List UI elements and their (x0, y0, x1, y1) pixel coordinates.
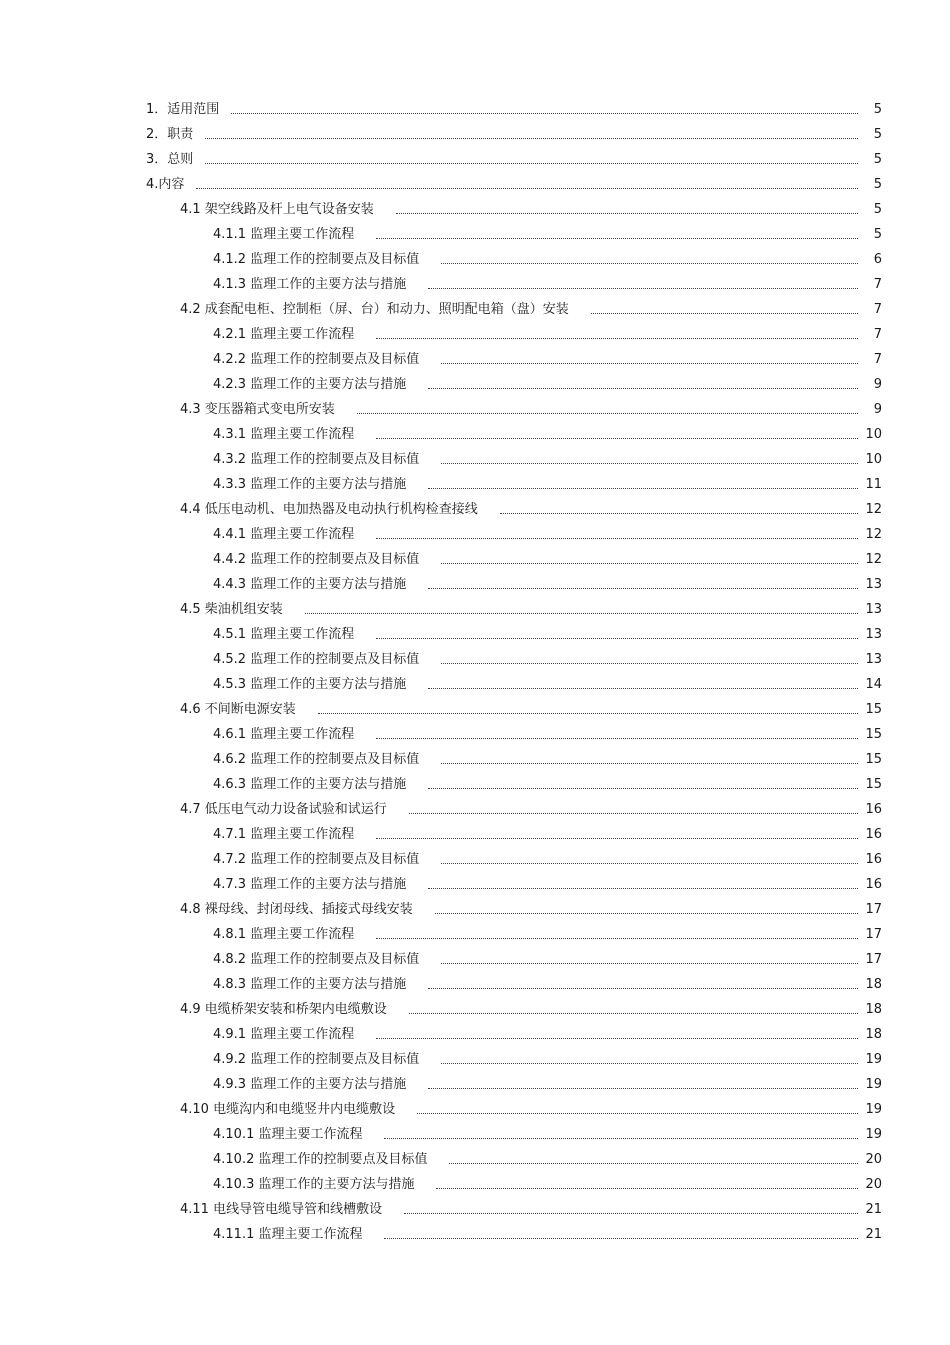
toc-entry[interactable] (0, 693, 882, 718)
toc-entry-title: 4.3.2 监理工作的控制要点及目标值 (213, 452, 420, 467)
toc-dot-leader (396, 213, 858, 214)
toc-entry[interactable] (0, 868, 882, 893)
toc-page-number: 14 (865, 677, 882, 692)
toc-page-number: 19 (865, 1077, 882, 1092)
toc-dot-leader (441, 763, 858, 764)
toc-entry[interactable] (0, 193, 882, 218)
toc-page-number: 9 (873, 377, 882, 392)
toc-entry[interactable] (0, 718, 882, 743)
toc-page-number: 12 (865, 502, 882, 517)
toc-entry[interactable] (0, 1068, 882, 1093)
toc-entry[interactable] (0, 893, 882, 918)
toc-entry-title: 4.4.2 监理工作的控制要点及目标值 (213, 552, 420, 567)
toc-page-number: 16 (865, 827, 882, 842)
toc-page-number: 16 (865, 877, 882, 892)
toc-page-number: 18 (865, 1002, 882, 1017)
toc-entry-title: 4.2.2 监理工作的控制要点及目标值 (213, 352, 420, 367)
toc-dot-leader (384, 1238, 858, 1239)
toc-entry-title: 4.内容 (146, 177, 185, 192)
toc-page-number: 5 (873, 202, 882, 217)
toc-entry-title: 4.8.1 监理主要工作流程 (213, 927, 355, 942)
toc-dot-leader (500, 513, 858, 514)
toc-dot-leader (231, 113, 858, 114)
toc-dot-leader (428, 788, 858, 789)
toc-entry-title: 1．适用范围 (146, 102, 220, 117)
toc-page-number: 21 (865, 1202, 882, 1217)
toc-entry[interactable] (0, 143, 882, 168)
toc-dot-leader (428, 1088, 858, 1089)
toc-page-number: 5 (873, 102, 882, 117)
toc-page-number: 9 (873, 402, 882, 417)
toc-dot-leader (376, 538, 858, 539)
toc-entry[interactable] (0, 93, 882, 118)
toc-page-number: 5 (873, 177, 882, 192)
toc-page-number: 13 (865, 602, 882, 617)
toc-dot-leader (376, 738, 858, 739)
toc-page-number: 15 (865, 702, 882, 717)
toc-entry[interactable] (0, 993, 882, 1018)
toc-entry[interactable] (0, 1168, 882, 1193)
toc-entry[interactable] (0, 468, 882, 493)
toc-dot-leader (441, 663, 858, 664)
toc-page-number: 15 (865, 727, 882, 742)
toc-page-number: 12 (865, 552, 882, 567)
toc-page-number: 19 (865, 1127, 882, 1142)
toc-dot-leader (376, 338, 858, 339)
toc-dot-leader (357, 413, 858, 414)
toc-dot-leader (409, 813, 858, 814)
toc-page-number: 7 (873, 302, 882, 317)
toc-entry-title: 4.10.1 监理主要工作流程 (213, 1127, 363, 1142)
toc-entry[interactable] (0, 943, 882, 968)
toc-entry[interactable] (0, 818, 882, 843)
toc-entry[interactable] (0, 293, 882, 318)
toc-entry[interactable] (0, 368, 882, 393)
toc-page-number: 5 (873, 227, 882, 242)
toc-dot-leader (305, 613, 858, 614)
toc-dot-leader (376, 1038, 858, 1039)
toc-entry[interactable] (0, 543, 882, 568)
toc-dot-leader (376, 238, 858, 239)
toc-entry-title: 4.2 成套配电柜、控制柜（屏、台）和动力、照明配电箱（盘）安装 (180, 302, 569, 317)
toc-dot-leader (591, 313, 858, 314)
toc-entry[interactable] (0, 643, 882, 668)
toc-entry-title: 4.10.3 监理工作的主要方法与措施 (213, 1177, 415, 1192)
toc-dot-leader (376, 438, 858, 439)
toc-entry-title: 4.11.1 监理主要工作流程 (213, 1227, 363, 1242)
toc-entry-title: 4.9.3 监理工作的主要方法与措施 (213, 1077, 407, 1092)
toc-entry-title: 4.7 低压电气动力设备试验和试运行 (180, 802, 387, 817)
toc-dot-leader (404, 1213, 858, 1214)
toc-entry-title: 4.3.3 监理工作的主要方法与措施 (213, 477, 407, 492)
toc-page-number: 18 (865, 1027, 882, 1042)
toc-entry[interactable] (0, 568, 882, 593)
toc-page-number: 17 (865, 927, 882, 942)
toc-entry[interactable] (0, 318, 882, 343)
toc-page-number: 12 (865, 527, 882, 542)
toc-entry[interactable] (0, 1218, 882, 1243)
toc-entry[interactable] (0, 1018, 882, 1043)
toc-page-number: 5 (873, 152, 882, 167)
toc-page-number: 10 (865, 427, 882, 442)
toc-page-number: 13 (865, 577, 882, 592)
toc-entry[interactable] (0, 518, 882, 543)
toc-entry-title: 4.5.3 监理工作的主要方法与措施 (213, 677, 407, 692)
toc-dot-leader (205, 163, 858, 164)
toc-dot-leader (428, 988, 858, 989)
toc-entry-title: 4.6.3 监理工作的主要方法与措施 (213, 777, 407, 792)
toc-dot-leader (384, 1138, 858, 1139)
toc-page-number: 21 (865, 1227, 882, 1242)
toc-entry-title: 4.9.1 监理主要工作流程 (213, 1027, 355, 1042)
toc-entry[interactable] (0, 218, 882, 243)
toc-entry-title: 4.4.1 监理主要工作流程 (213, 527, 355, 542)
toc-dot-leader (428, 588, 858, 589)
toc-entry-title: 4.5 柴油机组安装 (180, 602, 283, 617)
toc-entry-title: 4.6.1 监理主要工作流程 (213, 727, 355, 742)
toc-entry-title: 4.3 变压器箱式变电所安装 (180, 402, 335, 417)
toc-dot-leader (409, 1013, 858, 1014)
toc-page-number: 5 (873, 127, 882, 142)
toc-entry[interactable] (0, 618, 882, 643)
toc-page-number: 20 (865, 1177, 882, 1192)
toc-dot-leader (435, 913, 858, 914)
toc-page-number: 13 (865, 652, 882, 667)
toc-entry[interactable] (0, 668, 882, 693)
toc-page-number: 19 (865, 1052, 882, 1067)
toc-entry[interactable] (0, 243, 882, 268)
toc-entry-title: 4.1.2 监理工作的控制要点及目标值 (213, 252, 420, 267)
toc-dot-leader (376, 938, 858, 939)
toc-page-number: 18 (865, 977, 882, 992)
toc-page-number: 7 (873, 327, 882, 342)
toc-entry[interactable] (0, 1043, 882, 1068)
toc-page-number: 7 (873, 352, 882, 367)
toc-dot-leader (441, 863, 858, 864)
toc-entry-title: 4.6 不间断电源安装 (180, 702, 296, 717)
toc-entry[interactable] (0, 843, 882, 868)
toc-page-number: 11 (865, 477, 882, 492)
toc-entry[interactable] (0, 393, 882, 418)
toc-entry-title: 3．总则 (146, 152, 194, 167)
toc-entry-title: 4.9 电缆桥架安装和桥架内电缆敷设 (180, 1002, 387, 1017)
toc-dot-leader (417, 1113, 858, 1114)
toc-entry-title: 4.2.1 监理主要工作流程 (213, 327, 355, 342)
toc-entry[interactable] (0, 443, 882, 468)
toc-entry[interactable] (0, 118, 882, 143)
toc-dot-leader (428, 488, 858, 489)
toc-page-number: 15 (865, 777, 882, 792)
toc-entry-title: 4.5.2 监理工作的控制要点及目标值 (213, 652, 420, 667)
toc-entry[interactable] (0, 268, 882, 293)
toc-dot-leader (428, 888, 858, 889)
toc-dot-leader (449, 1163, 858, 1164)
toc-dot-leader (196, 188, 858, 189)
toc-entry[interactable] (0, 968, 882, 993)
toc-dot-leader (205, 138, 858, 139)
toc-dot-leader (428, 688, 858, 689)
toc-entry-title: 4.8.2 监理工作的控制要点及目标值 (213, 952, 420, 967)
toc-dot-leader (436, 1188, 858, 1189)
toc-page-number: 15 (865, 752, 882, 767)
toc-page-number: 13 (865, 627, 882, 642)
toc-page-number: 17 (865, 902, 882, 917)
toc-entry-title: 2．职责 (146, 127, 194, 142)
toc-page-number: 16 (865, 852, 882, 867)
toc-entry[interactable] (0, 743, 882, 768)
toc-entry[interactable] (0, 793, 882, 818)
toc-page-number: 6 (873, 252, 882, 267)
toc-page-number: 19 (865, 1102, 882, 1117)
toc-entry[interactable] (0, 168, 882, 193)
toc-entry-title: 4.1 架空线路及杆上电气设备安装 (180, 202, 374, 217)
toc-dot-leader (441, 463, 858, 464)
toc-page-number: 7 (873, 277, 882, 292)
toc-entry-title: 4.7.1 监理主要工作流程 (213, 827, 355, 842)
toc-dot-leader (376, 638, 858, 639)
toc-dot-leader (441, 1063, 858, 1064)
toc-entry-title: 4.4 低压电动机、电加热器及电动执行机构检查接线 (180, 502, 478, 517)
table-of-contents (0, 93, 950, 1243)
toc-entry-title: 4.2.3 监理工作的主要方法与措施 (213, 377, 407, 392)
toc-entry-title: 4.1.3 监理工作的主要方法与措施 (213, 277, 407, 292)
toc-entry[interactable] (0, 768, 882, 793)
toc-entry[interactable] (0, 493, 882, 518)
toc-entry[interactable] (0, 1118, 882, 1143)
toc-entry[interactable] (0, 418, 882, 443)
toc-dot-leader (428, 288, 858, 289)
toc-entry-title: 4.5.1 监理主要工作流程 (213, 627, 355, 642)
toc-dot-leader (441, 263, 858, 264)
toc-entry-title: 4.7.3 监理工作的主要方法与措施 (213, 877, 407, 892)
toc-page-number: 17 (865, 952, 882, 967)
toc-dot-leader (428, 388, 858, 389)
toc-entry-title: 4.4.3 监理工作的主要方法与措施 (213, 577, 407, 592)
toc-entry[interactable] (0, 1193, 882, 1218)
toc-entry[interactable] (0, 1143, 882, 1168)
toc-entry-title: 4.8.3 监理工作的主要方法与措施 (213, 977, 407, 992)
toc-dot-leader (441, 363, 858, 364)
toc-entry-title: 4.1.1 监理主要工作流程 (213, 227, 355, 242)
toc-page-number: 10 (865, 452, 882, 467)
toc-entry-title: 4.10.2 监理工作的控制要点及目标值 (213, 1152, 428, 1167)
toc-entry-title: 4.3.1 监理主要工作流程 (213, 427, 355, 442)
toc-entry-title: 4.11 电线导管电缆导管和线槽敷设 (180, 1202, 383, 1217)
toc-dot-leader (318, 713, 858, 714)
toc-entry-title: 4.7.2 监理工作的控制要点及目标值 (213, 852, 420, 867)
toc-entry[interactable] (0, 918, 882, 943)
toc-entry-title: 4.6.2 监理工作的控制要点及目标值 (213, 752, 420, 767)
toc-entry-title: 4.9.2 监理工作的控制要点及目标值 (213, 1052, 420, 1067)
toc-entry[interactable] (0, 343, 882, 368)
toc-dot-leader (376, 838, 858, 839)
toc-page-number: 16 (865, 802, 882, 817)
toc-dot-leader (441, 963, 858, 964)
toc-page-number: 20 (865, 1152, 882, 1167)
toc-entry-title: 4.8 裸母线、封闭母线、插接式母线安装 (180, 902, 413, 917)
toc-entry-title: 4.10 电缆沟内和电缆竖井内电缆敷设 (180, 1102, 396, 1117)
toc-entry[interactable] (0, 1093, 882, 1118)
toc-dot-leader (441, 563, 858, 564)
toc-entry[interactable] (0, 593, 882, 618)
